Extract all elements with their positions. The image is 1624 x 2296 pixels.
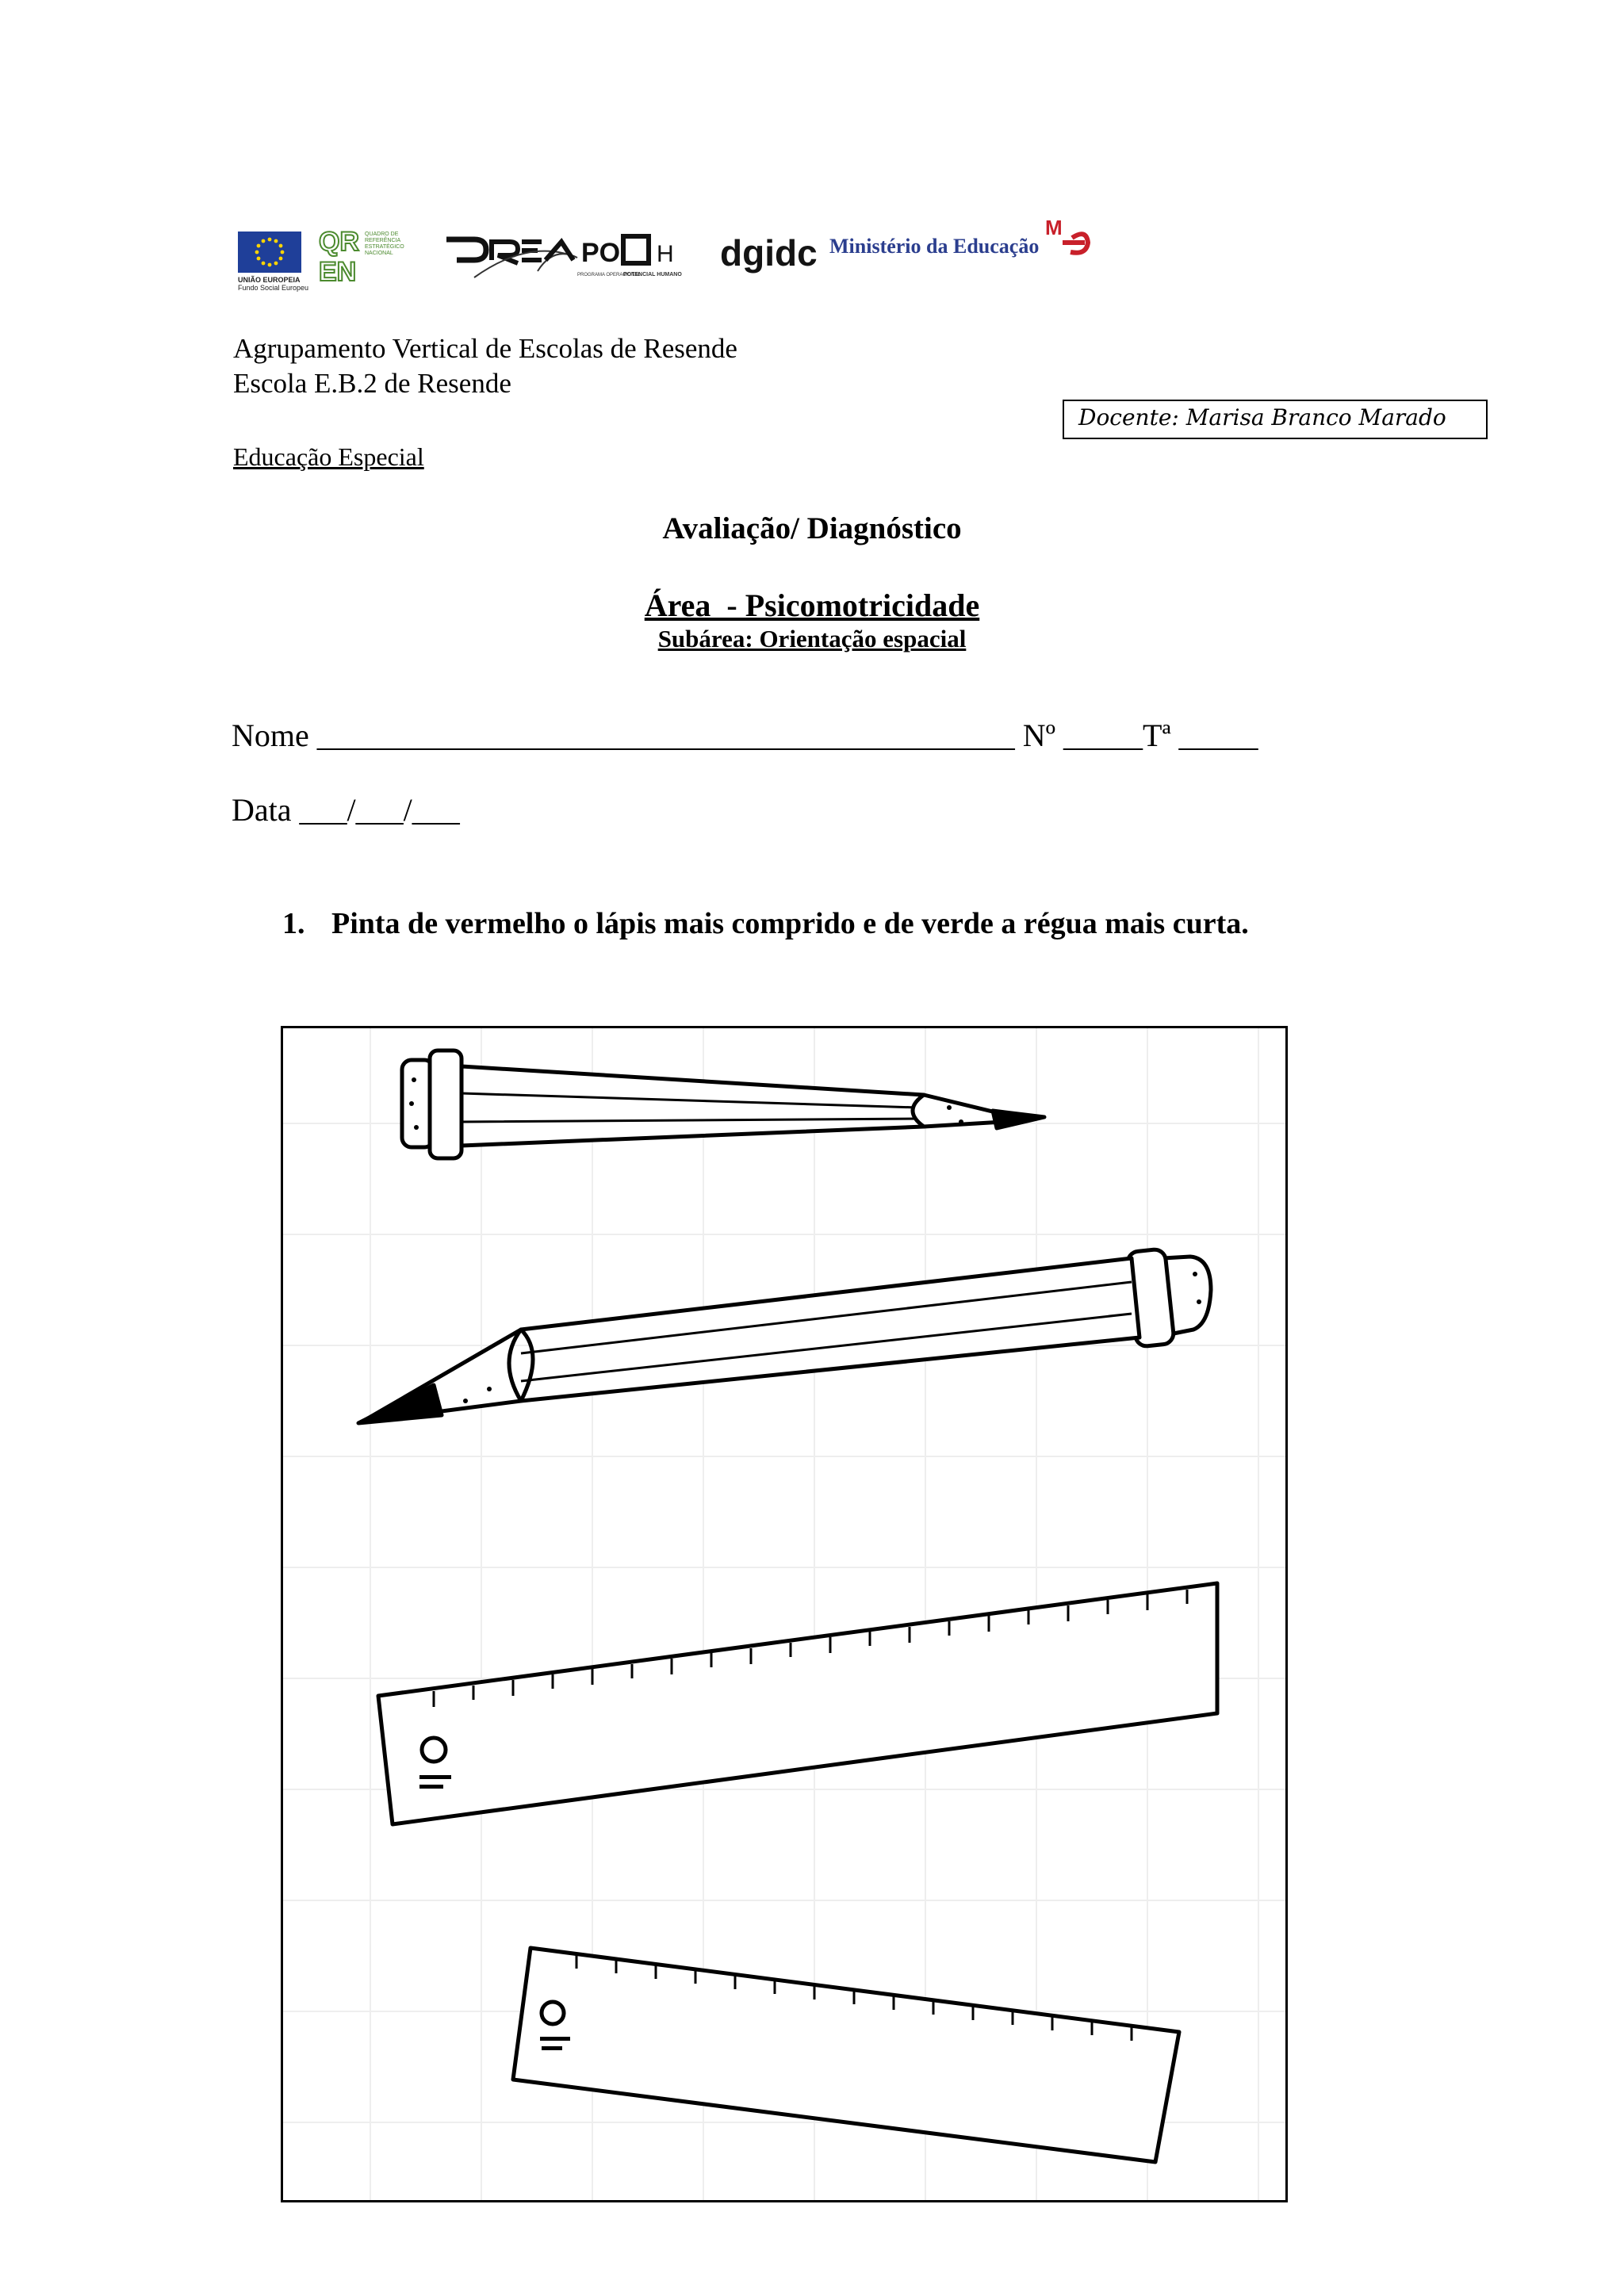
department: Educação Especial (233, 442, 424, 471)
svg-text:H: H (657, 241, 674, 267)
question-text: Pinta de vermelho o lápis mais comprido e de verde a régua mais curta. (331, 907, 1249, 940)
poph-sub: POTENCIAL HUMANO (623, 272, 682, 277)
pencil-short-icon[interactable] (402, 1050, 1044, 1158)
school-group: Agrupamento Vertical de Escolas de Resende (233, 333, 737, 364)
qren-subtitle: QUADRO DE REFERÊNCIA ESTRATÉGICO NACIONAL (365, 232, 404, 256)
drawing-frame (281, 1026, 1288, 2202)
drawing-canvas (283, 1028, 1285, 2200)
question-number: 1. (282, 907, 305, 940)
eu-caption: UNIÃO EUROPEIA Fundo Social Europeu (238, 276, 309, 292)
date-field[interactable]: Data ___/___/___ (232, 792, 460, 828)
question-1 (282, 906, 1249, 941)
teacher-box: Docente: Marisa Branco Marado (1063, 400, 1488, 439)
school-name: Escola E.B.2 de Resende (233, 368, 511, 399)
name-field[interactable]: Nome ____________________________________________ Nº _____Tª _____ (232, 718, 1258, 753)
ruler-long-icon[interactable] (378, 1583, 1217, 1824)
ruler-short-icon[interactable] (513, 1948, 1179, 2162)
subarea-title: Subárea: Orientação espacial (657, 625, 967, 652)
ministerio-logo-text: Ministério da Educação (829, 235, 1040, 258)
logo-strip (238, 214, 1094, 293)
svg-text:PO: PO (581, 238, 621, 268)
area-title: Área - Psicomotricidade (644, 587, 980, 623)
dgidc-logo: dgidc (720, 232, 818, 274)
svg-text:M: M (1045, 216, 1063, 239)
svg-text:PROGRAMA OPERACIONAL: PROGRAMA OPERACIONAL (577, 273, 641, 277)
svg-text:EN: EN (319, 257, 357, 284)
prema-logo-icon (442, 222, 700, 293)
me-logo-icon (1039, 214, 1098, 262)
eu-flag-icon (238, 232, 301, 273)
page-title: Avaliação/ Diagnóstico (662, 511, 962, 545)
pencil-long-icon[interactable] (358, 1249, 1211, 1423)
svg-text:QR: QR (319, 227, 359, 257)
